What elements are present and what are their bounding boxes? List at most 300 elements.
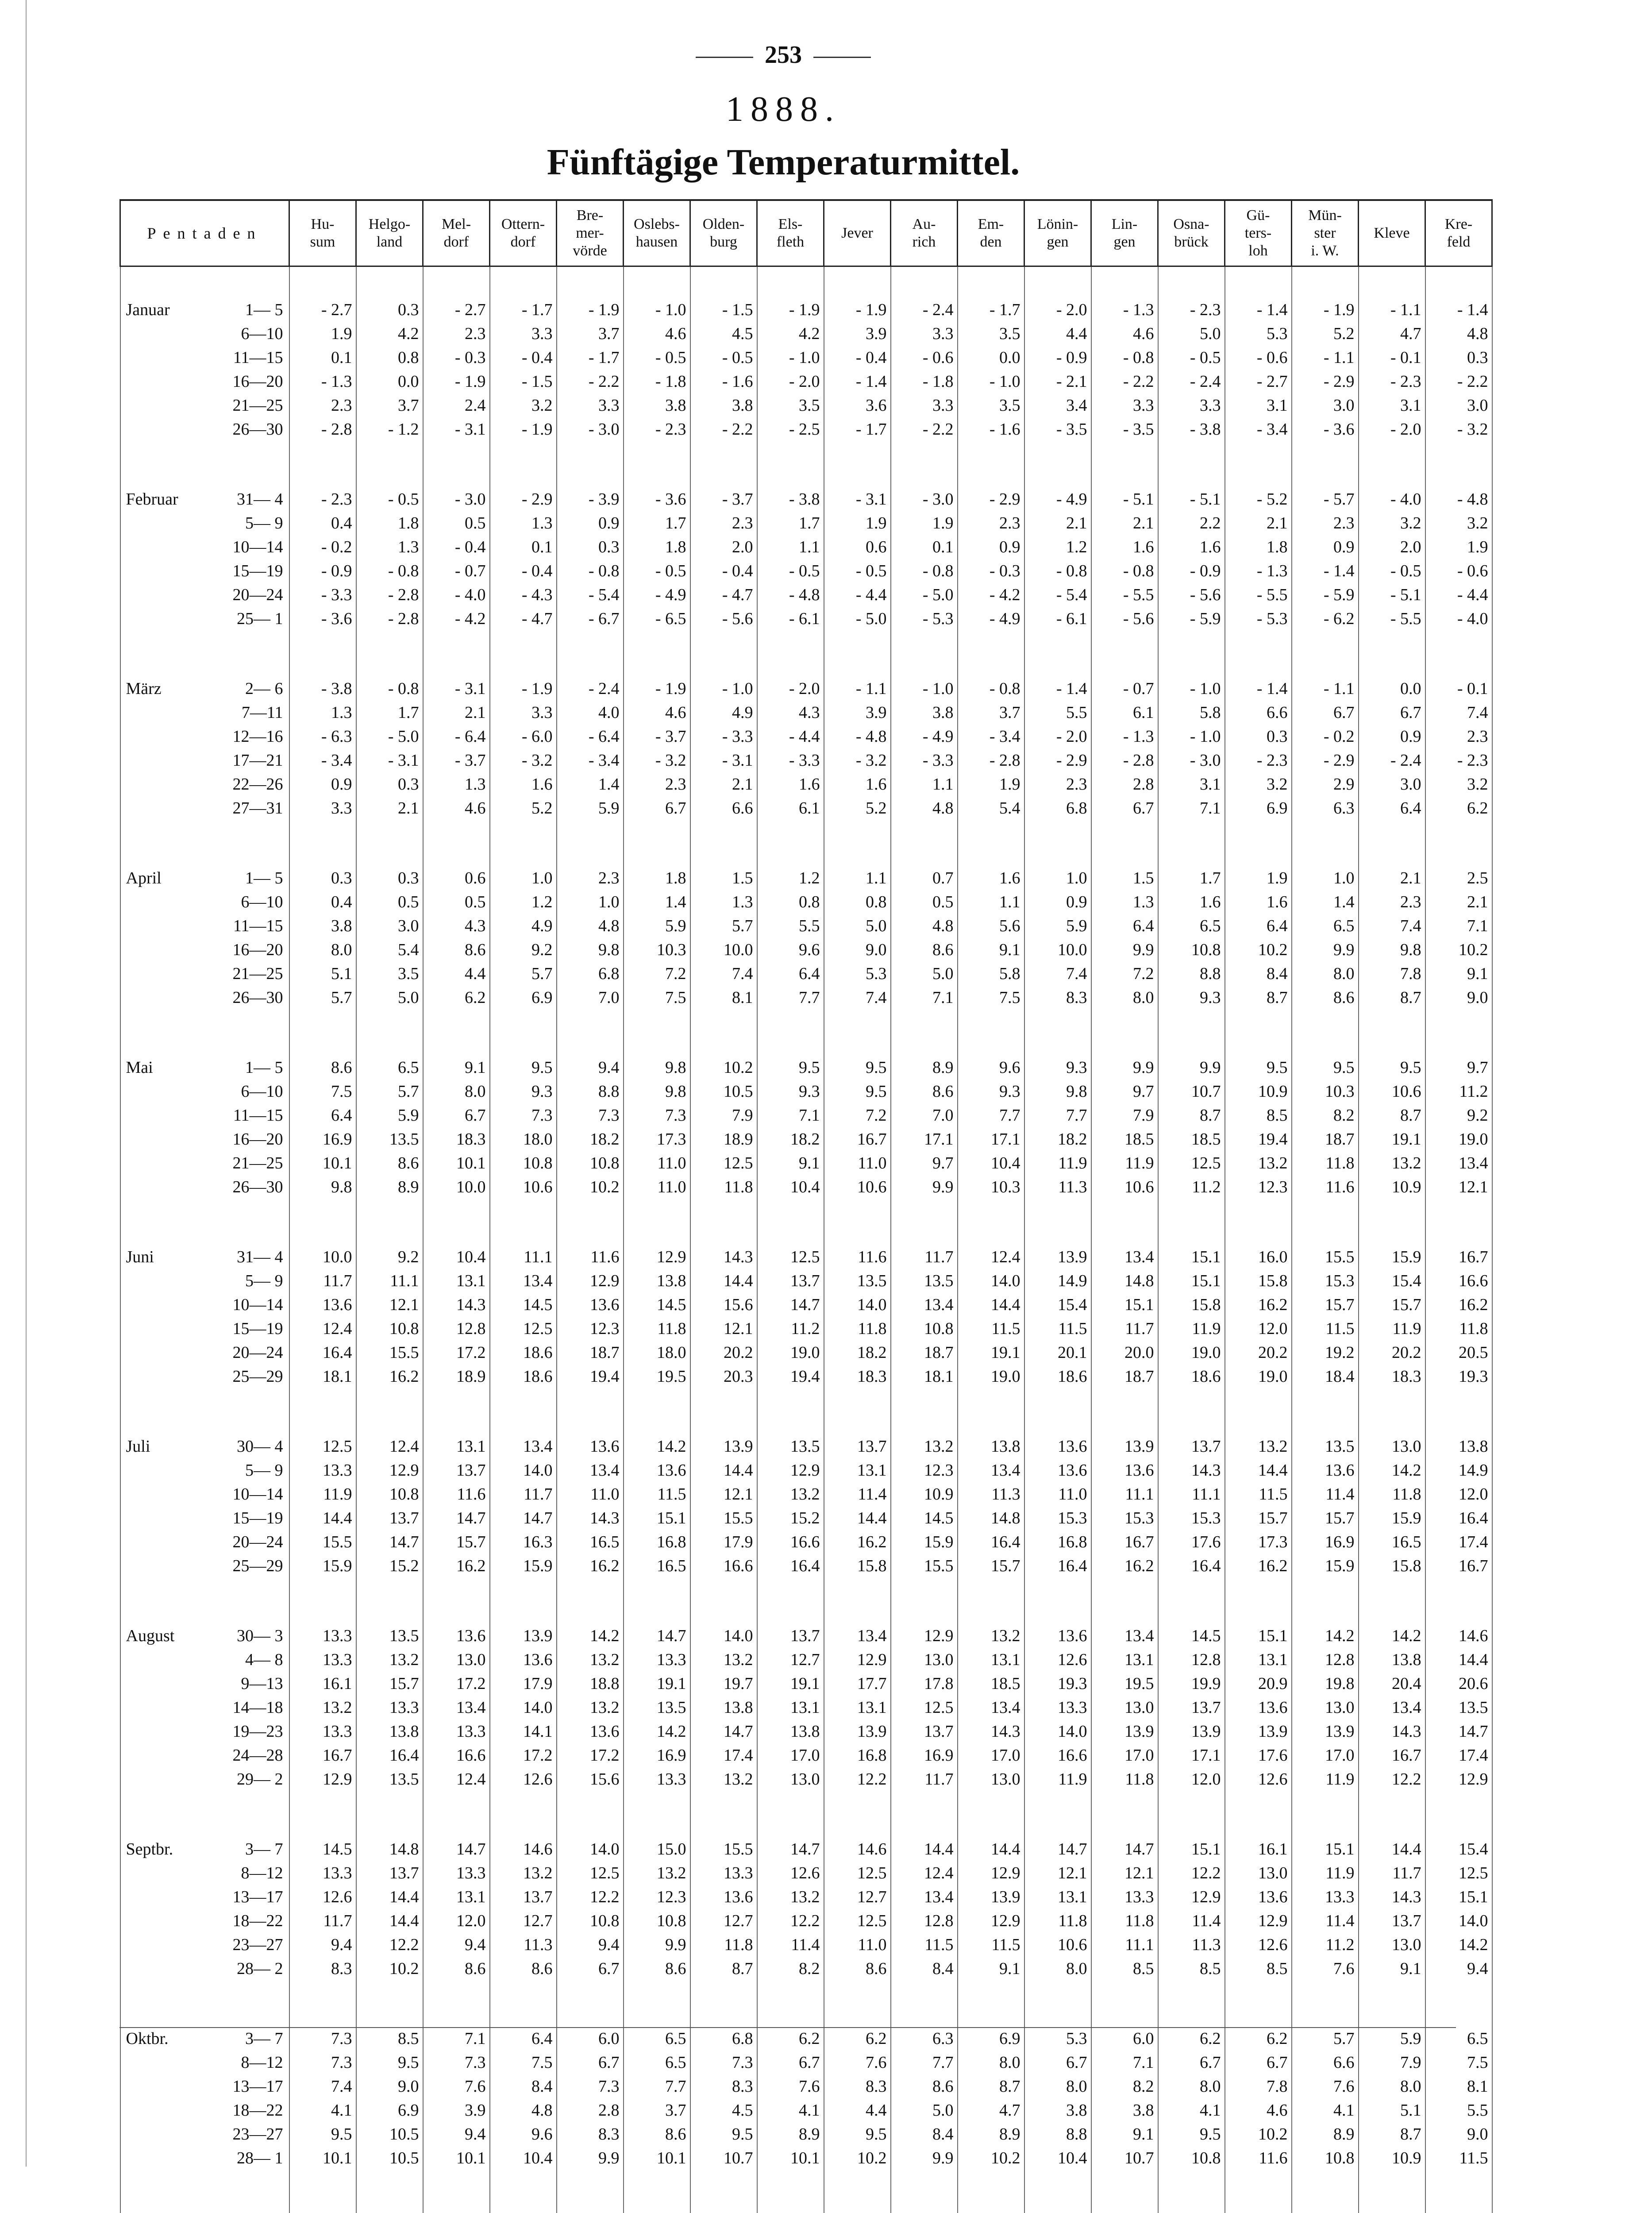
pentade-range: 19—23 <box>204 1720 283 1743</box>
pentade-cell <box>120 1127 289 1151</box>
temperature-cell: 13.9 <box>690 1434 757 1458</box>
spacer-cell <box>1292 1199 1359 1245</box>
temperature-cell: - 2.3 <box>1359 370 1425 393</box>
table-row <box>120 1245 1492 1269</box>
temperature-cell: 6.7 <box>757 2051 824 2074</box>
temperature-cell: 4.6 <box>423 796 490 820</box>
table-row <box>120 914 1492 938</box>
temperature-cell: - 2.8 <box>356 607 423 631</box>
temperature-cell: - 0.4 <box>690 559 757 583</box>
pentade-range: 29— 2 <box>204 1767 283 1791</box>
pentade-range: 7—11 <box>204 701 283 725</box>
spacer-cell <box>1091 266 1158 298</box>
temperature-cell: 5.0 <box>824 914 891 938</box>
spacer-cell <box>1359 1578 1425 1624</box>
temperature-cell: - 2.3 <box>624 417 690 441</box>
temperature-cell: - 0.5 <box>757 559 824 583</box>
temperature-cell: 3.7 <box>624 2098 690 2122</box>
temperature-cell: 4.3 <box>423 914 490 938</box>
temperature-cell: 9.1 <box>958 1957 1024 1981</box>
page-edge-rule <box>26 0 27 2167</box>
pentade-range: 12—16 <box>204 725 283 748</box>
spacer-cell <box>690 1199 757 1245</box>
temperature-cell: 16.9 <box>891 1743 958 1767</box>
temperature-cell: 15.1 <box>1158 1837 1225 1861</box>
table-row <box>120 938 1492 962</box>
table-row <box>120 1837 1492 1861</box>
temperature-cell: 14.4 <box>356 1885 423 1909</box>
temperature-cell: 8.2 <box>1091 2074 1158 2098</box>
station-header: Gü- ters- loh <box>1225 200 1292 266</box>
temperature-cell: 15.7 <box>1292 1506 1359 1530</box>
temperature-cell: 4.7 <box>958 2098 1024 2122</box>
temperature-cell: 8.3 <box>557 2122 624 2146</box>
temperature-cell: - 1.9 <box>490 677 557 701</box>
temperature-cell: 18.5 <box>958 1672 1024 1696</box>
temperature-cell: 11.8 <box>1292 1151 1359 1175</box>
temperature-cell: 7.6 <box>824 2051 891 2074</box>
temperature-cell: 4.1 <box>1292 2098 1359 2122</box>
temperature-cell: 9.6 <box>757 938 824 962</box>
temperature-cell: 9.2 <box>490 938 557 962</box>
temperature-cell: 6.3 <box>1292 796 1359 820</box>
month-label: Juli <box>126 1434 204 1458</box>
temperature-cell: 10.6 <box>1024 1933 1091 1957</box>
temperature-cell: 2.1 <box>1091 511 1158 535</box>
temperature-cell: 13.7 <box>490 1885 557 1909</box>
temperature-cell: - 2.2 <box>1091 370 1158 393</box>
temperature-cell: 1.3 <box>690 890 757 914</box>
temperature-cell: 13.9 <box>1292 1720 1359 1743</box>
temperature-cell: 8.9 <box>958 2122 1024 2146</box>
spacer-cell <box>120 1010 289 1056</box>
temperature-cell: 13.2 <box>1225 1151 1292 1175</box>
temperature-cell: 9.9 <box>891 2146 958 2170</box>
temperature-cell: - 2.2 <box>1425 370 1492 393</box>
temperature-cell: 6.6 <box>1225 701 1292 725</box>
spacer-cell <box>557 1199 624 1245</box>
spacer-cell <box>557 1981 624 2027</box>
temperature-cell: 14.3 <box>557 1506 624 1530</box>
temperature-cell: 15.9 <box>289 1554 356 1578</box>
spacer-cell <box>289 820 356 866</box>
temperature-cell: 5.3 <box>1024 2027 1091 2051</box>
spacer-cell <box>490 1578 557 1624</box>
spacer-cell <box>356 441 423 487</box>
spacer-cell <box>423 266 490 298</box>
temperature-cell: - 1.1 <box>1292 346 1359 370</box>
temperature-cell: 9.4 <box>289 1933 356 1957</box>
table-row <box>120 1151 1492 1175</box>
pentade-cell <box>120 677 289 701</box>
temperature-cell: - 4.8 <box>757 583 824 607</box>
temperature-cell: 11.8 <box>1425 1317 1492 1341</box>
temperature-cell: 8.9 <box>891 1056 958 1080</box>
pentade-range: 6—10 <box>204 1080 283 1103</box>
temperature-cell: 9.8 <box>1359 938 1425 962</box>
temperature-cell: - 1.4 <box>1425 298 1492 322</box>
pentade-range: 5— 9 <box>204 1269 283 1293</box>
temperature-cell: - 2.2 <box>557 370 624 393</box>
temperature-cell: 12.2 <box>1158 1861 1225 1885</box>
temperature-cell: - 0.8 <box>1091 346 1158 370</box>
spacer-cell <box>120 2170 289 2213</box>
temperature-cell: 0.4 <box>289 890 356 914</box>
page-number-dash-left <box>696 57 753 58</box>
temperature-cell: 19.3 <box>1024 1672 1091 1696</box>
spacer-cell <box>120 266 289 298</box>
temperature-cell: 3.0 <box>1359 772 1425 796</box>
temperature-cell: 9.8 <box>1024 1080 1091 1103</box>
spacer-cell <box>289 1981 356 2027</box>
temperature-cell: 8.0 <box>1359 2074 1425 2098</box>
temperature-cell: 13.0 <box>891 1648 958 1672</box>
temperature-cell: 6.5 <box>624 2051 690 2074</box>
temperature-cell: - 4.4 <box>757 725 824 748</box>
temperature-cell: 12.7 <box>757 1648 824 1672</box>
spacer-cell <box>557 1388 624 1434</box>
table-header-row <box>120 200 1492 266</box>
spacer-cell <box>120 631 289 677</box>
pentade-range: 20—24 <box>204 1530 283 1554</box>
temperature-cell: - 0.8 <box>557 559 624 583</box>
temperature-cell: 8.8 <box>1158 962 1225 986</box>
temperature-cell: 2.3 <box>690 511 757 535</box>
temperature-cell: 8.5 <box>1225 1103 1292 1127</box>
station-header: Em- den <box>958 200 1024 266</box>
spacer-cell <box>1292 441 1359 487</box>
temperature-cell: 8.5 <box>1091 1957 1158 1981</box>
temperature-cell: 6.3 <box>891 2027 958 2051</box>
temperature-cell: 1.6 <box>1091 535 1158 559</box>
spacer-cell <box>1225 1791 1292 1837</box>
temperature-cell: - 0.1 <box>1425 677 1492 701</box>
temperature-cell: 15.3 <box>1024 1506 1091 1530</box>
spacer-cell <box>120 820 289 866</box>
temperature-cell: 14.4 <box>690 1458 757 1482</box>
temperature-cell: 3.0 <box>1292 393 1359 417</box>
temperature-cell: 1.9 <box>824 511 891 535</box>
temperature-cell: 14.7 <box>1024 1837 1091 1861</box>
month-spacer-row <box>120 1981 1492 2027</box>
temperature-cell: 11.5 <box>891 1933 958 1957</box>
temperature-cell: 5.0 <box>1158 322 1225 346</box>
temperature-cell: 19.1 <box>757 1672 824 1696</box>
spacer-cell <box>1359 820 1425 866</box>
temperature-cell: 12.9 <box>1225 1909 1292 1933</box>
spacer-cell <box>423 1981 490 2027</box>
temperature-cell: 9.5 <box>824 1080 891 1103</box>
temperature-cell: 17.1 <box>958 1127 1024 1151</box>
temperature-cell: 6.2 <box>757 2027 824 2051</box>
spacer-cell <box>824 1010 891 1056</box>
table-row <box>120 772 1492 796</box>
temperature-cell: 15.7 <box>1359 1293 1425 1317</box>
temperature-cell: 12.6 <box>1225 1767 1292 1791</box>
pentade-cell <box>120 417 289 441</box>
temperature-cell: 13.2 <box>557 1648 624 1672</box>
spacer-cell <box>958 266 1024 298</box>
temperature-cell: 12.2 <box>824 1767 891 1791</box>
temperature-cell: 20.4 <box>1359 1672 1425 1696</box>
temperature-cell: 0.8 <box>757 890 824 914</box>
temperature-cell: 13.0 <box>1359 1933 1425 1957</box>
temperature-cell: 11.1 <box>356 1269 423 1293</box>
temperature-cell: 10.2 <box>356 1957 423 1981</box>
pentade-cell <box>120 1672 289 1696</box>
temperature-cell: 13.9 <box>1225 1720 1292 1743</box>
pentade-range: 1— 5 <box>204 866 283 890</box>
spacer-cell <box>1091 820 1158 866</box>
spacer-cell <box>1024 441 1091 487</box>
temperature-cell: 7.5 <box>1425 2051 1492 2074</box>
temperature-cell: 11.2 <box>1292 1933 1359 1957</box>
pentade-range: 14—18 <box>204 1696 283 1720</box>
temperature-cell: 12.0 <box>1225 1317 1292 1341</box>
spacer-cell <box>490 631 557 677</box>
temperature-cell: 14.2 <box>1425 1933 1492 1957</box>
temperature-cell: 7.0 <box>557 986 624 1010</box>
temperature-cell: 13.6 <box>490 1648 557 1672</box>
temperature-cell: 12.3 <box>624 1885 690 1909</box>
temperature-cell: 11.6 <box>1225 2146 1292 2170</box>
temperature-cell: 4.6 <box>624 701 690 725</box>
temperature-cell: - 0.6 <box>1225 346 1292 370</box>
temperature-cell: 13.5 <box>757 1434 824 1458</box>
station-header: Au- rich <box>891 200 958 266</box>
temperature-cell: 15.1 <box>1091 1293 1158 1317</box>
table-row <box>120 796 1492 820</box>
spacer-cell <box>356 266 423 298</box>
temperature-cell: - 1.8 <box>891 370 958 393</box>
table-row <box>120 1743 1492 1767</box>
temperature-cell: - 1.4 <box>1225 677 1292 701</box>
temperature-cell: 13.9 <box>1024 1245 1091 1269</box>
temperature-cell: 6.1 <box>757 796 824 820</box>
temperature-cell: 15.7 <box>1292 1293 1359 1317</box>
pentade-cell <box>120 583 289 607</box>
temperature-cell: 13.1 <box>824 1696 891 1720</box>
temperature-cell: 18.2 <box>757 1127 824 1151</box>
temperature-cell: - 0.8 <box>356 559 423 583</box>
temperature-cell: 10.0 <box>289 1245 356 1269</box>
pentade-range: 5— 9 <box>204 1458 283 1482</box>
temperature-cell: 13.4 <box>824 1624 891 1648</box>
temperature-cell: 19.0 <box>1425 1127 1492 1151</box>
pentade-range: 31— 4 <box>204 487 283 511</box>
temperature-cell: - 2.5 <box>757 417 824 441</box>
spacer-cell <box>624 1199 690 1245</box>
temperature-cell: 15.9 <box>1359 1245 1425 1269</box>
station-header: Els- fleth <box>757 200 824 266</box>
temperature-cell: 12.2 <box>356 1933 423 1957</box>
table-row <box>120 607 1492 631</box>
temperature-cell: 0.9 <box>1024 890 1091 914</box>
station-header: Helgo- land <box>356 200 423 266</box>
temperature-cell: 7.1 <box>1091 2051 1158 2074</box>
pentade-range: 25—29 <box>204 1554 283 1578</box>
temperature-cell: 18.0 <box>624 1341 690 1365</box>
temperature-cell: 17.3 <box>1225 1530 1292 1554</box>
temperature-cell: 14.3 <box>1359 1885 1425 1909</box>
spacer-cell <box>490 1010 557 1056</box>
temperature-cell: 14.7 <box>490 1506 557 1530</box>
temperature-cell: 13.4 <box>557 1458 624 1482</box>
temperature-cell: 9.9 <box>1091 1056 1158 1080</box>
spacer-cell <box>120 1578 289 1624</box>
temperature-cell: 13.2 <box>757 1482 824 1506</box>
temperature-cell: 12.1 <box>1425 1175 1492 1199</box>
spacer-cell <box>624 1791 690 1837</box>
temperature-cell: 5.4 <box>356 938 423 962</box>
pentade-range: 25— 1 <box>204 607 283 631</box>
temperature-cell: - 3.4 <box>958 725 1024 748</box>
month-spacer-row <box>120 1791 1492 1837</box>
temperature-cell: 6.7 <box>423 1103 490 1127</box>
temperature-cell: 1.7 <box>757 511 824 535</box>
temperature-cell: 10.6 <box>824 1175 891 1199</box>
pentade-cell <box>120 2098 289 2122</box>
spacer-cell <box>1158 266 1225 298</box>
temperature-cell: 5.0 <box>891 2098 958 2122</box>
temperature-cell: 15.8 <box>1158 1293 1225 1317</box>
temperature-cell: 15.7 <box>356 1672 423 1696</box>
temperature-cell: 7.4 <box>1024 962 1091 986</box>
temperature-cell: 14.6 <box>824 1837 891 1861</box>
pentade-cell <box>120 487 289 511</box>
temperature-cell: 14.7 <box>757 1837 824 1861</box>
spacer-cell <box>1024 266 1091 298</box>
pentade-range: 15—19 <box>204 1317 283 1341</box>
temperature-cell: 11.9 <box>1292 1767 1359 1791</box>
spacer-cell <box>958 820 1024 866</box>
month-spacer-row <box>120 441 1492 487</box>
temperature-cell: 3.1 <box>1158 772 1225 796</box>
temperature-cell: 19.2 <box>1292 1341 1359 1365</box>
temperature-cell: - 3.1 <box>824 487 891 511</box>
temperature-cell: 7.6 <box>757 2074 824 2098</box>
temperature-cell: - 1.7 <box>557 346 624 370</box>
temperature-cell: 2.3 <box>1024 772 1091 796</box>
temperature-cell: 14.8 <box>1091 1269 1158 1293</box>
month-spacer-row <box>120 266 1492 298</box>
temperature-cell: 4.6 <box>1225 2098 1292 2122</box>
temperature-cell: 13.2 <box>1359 1151 1425 1175</box>
temperature-cell: 11.3 <box>1024 1175 1091 1199</box>
temperature-cell: 0.9 <box>1359 725 1425 748</box>
temperature-cell: 6.8 <box>690 2027 757 2051</box>
table-row <box>120 748 1492 772</box>
temperature-cell: 17.2 <box>490 1743 557 1767</box>
temperature-cell: 13.8 <box>690 1696 757 1720</box>
temperature-cell: - 0.4 <box>490 559 557 583</box>
spacer-cell <box>891 1981 958 2027</box>
temperature-cell: 3.3 <box>891 322 958 346</box>
pentade-range: 10—14 <box>204 535 283 559</box>
temperature-cell: - 2.9 <box>490 487 557 511</box>
temperature-cell: 12.5 <box>824 1861 891 1885</box>
temperature-cell: 3.5 <box>356 962 423 986</box>
temperature-cell: 8.6 <box>891 1080 958 1103</box>
temperature-cell: 1.4 <box>624 890 690 914</box>
temperature-cell: 2.0 <box>690 535 757 559</box>
temperature-cell: 1.4 <box>557 772 624 796</box>
temperature-cell: 11.5 <box>624 1482 690 1506</box>
temperature-cell: 0.3 <box>557 535 624 559</box>
temperature-cell: 15.8 <box>824 1554 891 1578</box>
temperature-cell: - 3.2 <box>1425 417 1492 441</box>
month-spacer-row <box>120 1199 1492 1245</box>
temperature-cell: - 5.0 <box>356 725 423 748</box>
temperature-cell: 3.2 <box>1425 772 1492 796</box>
temperature-cell: 7.7 <box>1024 1103 1091 1127</box>
temperature-cell: - 4.7 <box>490 607 557 631</box>
temperature-cell: 13.6 <box>1024 1624 1091 1648</box>
spacer-cell <box>1225 1010 1292 1056</box>
temperature-cell: 3.3 <box>289 796 356 820</box>
temperature-cell: 15.1 <box>624 1506 690 1530</box>
spacer-cell <box>891 1791 958 1837</box>
pentade-cell <box>120 2074 289 2098</box>
temperature-cell: 7.4 <box>1359 914 1425 938</box>
page-number-text: 253 <box>765 41 802 69</box>
temperature-cell: 4.0 <box>557 701 624 725</box>
temperature-cell: 7.1 <box>891 986 958 1010</box>
temperature-cell: 15.4 <box>1024 1293 1091 1317</box>
table-bottom-rule <box>119 2027 1456 2028</box>
temperature-cell: - 0.8 <box>1091 559 1158 583</box>
temperature-cell: 0.8 <box>824 890 891 914</box>
temperature-cell: 13.3 <box>1024 1696 1091 1720</box>
temperature-cell: 11.3 <box>958 1482 1024 1506</box>
table-row <box>120 1080 1492 1103</box>
spacer-cell <box>958 2170 1024 2213</box>
temperature-cell: 6.7 <box>624 796 690 820</box>
temperature-cell: - 2.0 <box>1024 298 1091 322</box>
temperature-cell: 10.1 <box>423 1151 490 1175</box>
temperature-cell: 6.0 <box>1091 2027 1158 2051</box>
temperature-cell: 13.2 <box>356 1648 423 1672</box>
temperature-cell: 13.2 <box>757 1885 824 1909</box>
temperature-cell: - 2.9 <box>958 487 1024 511</box>
temperature-cell: - 2.9 <box>1024 748 1091 772</box>
spacer-cell <box>891 266 958 298</box>
temperature-cell: 17.2 <box>423 1672 490 1696</box>
temperature-cell: - 1.0 <box>891 677 958 701</box>
temperature-cell: 0.3 <box>289 866 356 890</box>
spacer-cell <box>1158 631 1225 677</box>
pentade-cell <box>120 1837 289 1861</box>
temperature-cell: 18.5 <box>1091 1127 1158 1151</box>
temperature-cell: 13.3 <box>289 1720 356 1743</box>
temperature-cell: 18.2 <box>557 1127 624 1151</box>
temperature-cell: 11.2 <box>1158 1175 1225 1199</box>
table-row <box>120 890 1492 914</box>
temperature-cell: - 1.6 <box>958 417 1024 441</box>
temperature-cell: 9.7 <box>891 1151 958 1175</box>
spacer-cell <box>490 266 557 298</box>
temperature-cell: 2.1 <box>1425 890 1492 914</box>
temperature-cell: 17.4 <box>1425 1530 1492 1554</box>
temperature-cell: 9.4 <box>423 2122 490 2146</box>
temperature-cell: 12.6 <box>1225 1933 1292 1957</box>
temperature-cell: 16.0 <box>1225 1245 1292 1269</box>
month-spacer-row <box>120 2170 1492 2213</box>
temperature-cell: - 3.4 <box>289 748 356 772</box>
temperature-cell: 20.2 <box>690 1341 757 1365</box>
temperature-cell: 9.2 <box>356 1245 423 1269</box>
pentade-cell <box>120 511 289 535</box>
